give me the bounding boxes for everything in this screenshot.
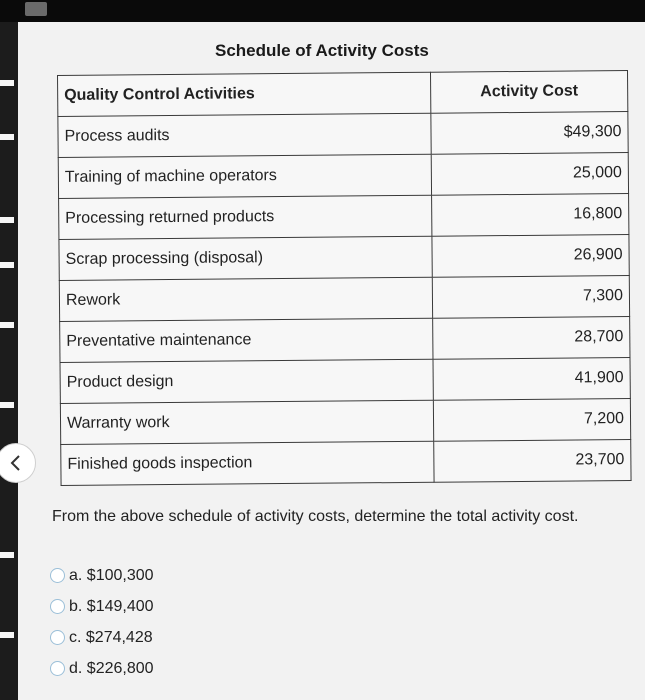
window-icon [25,2,47,16]
edge-marker [0,80,14,86]
edge-marker [0,402,14,408]
cost-cell: $49,300 [431,112,628,155]
activity-cell: Training of machine operators [58,154,431,198]
edge-marker [0,322,14,328]
header-activity: Quality Control Activities [58,72,431,116]
activity-cell: Warranty work [60,400,433,444]
cost-cell: 25,000 [431,153,628,196]
activity-cell: Scrap processing (disposal) [59,236,432,280]
activity-cell: Processing returned products [59,195,432,239]
activity-cell: Finished goods inspection [61,441,434,485]
table-row [59,276,629,322]
edge-marker [0,552,14,558]
table-header-row [58,71,628,117]
table-row [60,358,630,404]
cost-cell: 28,700 [433,317,630,360]
option-d[interactable] [50,653,154,684]
edge-marker [0,217,14,223]
activity-cell: Preventative maintenance [60,318,433,362]
option-b[interactable] [50,591,154,622]
cost-cell: 26,900 [432,235,629,278]
radio-button[interactable] [50,568,65,583]
cost-cell: 23,700 [434,440,631,483]
answer-options [50,560,154,684]
chevron-left-icon [7,454,25,472]
page-title: Schedule of Activity Costs [215,41,429,60]
table-row [60,399,630,445]
table-row [61,440,631,486]
header-cost: Activity Cost [430,71,627,114]
table-row [58,153,628,199]
table-row [58,112,628,158]
option-label: d. $226,800 [69,659,154,677]
option-a[interactable] [50,560,154,591]
question-text: From the above schedule of activity costs, determine the total activity cost. [52,508,579,525]
edge-marker [0,134,14,140]
table-row [59,194,629,240]
option-label: a. $100,300 [69,566,154,584]
option-label: b. $149,400 [69,597,154,615]
cost-cell: 16,800 [432,194,629,237]
edge-marker [0,632,14,638]
edge-marker [0,262,14,268]
option-c[interactable] [50,622,154,653]
activity-cost-table [57,70,632,486]
radio-button[interactable] [50,661,65,676]
activity-cell: Product design [60,359,433,403]
activity-cell: Rework [59,277,432,321]
cost-cell: 7,300 [432,276,629,319]
table-row [60,317,630,363]
table-row [59,235,629,281]
cost-cell: 41,900 [433,358,630,401]
top-bar [0,0,645,22]
left-edge [0,22,18,700]
radio-button[interactable] [50,630,65,645]
activity-cell: Process audits [58,113,431,157]
radio-button[interactable] [50,599,65,614]
cost-cell: 7,200 [433,399,630,442]
option-label: c. $274,428 [69,628,153,646]
